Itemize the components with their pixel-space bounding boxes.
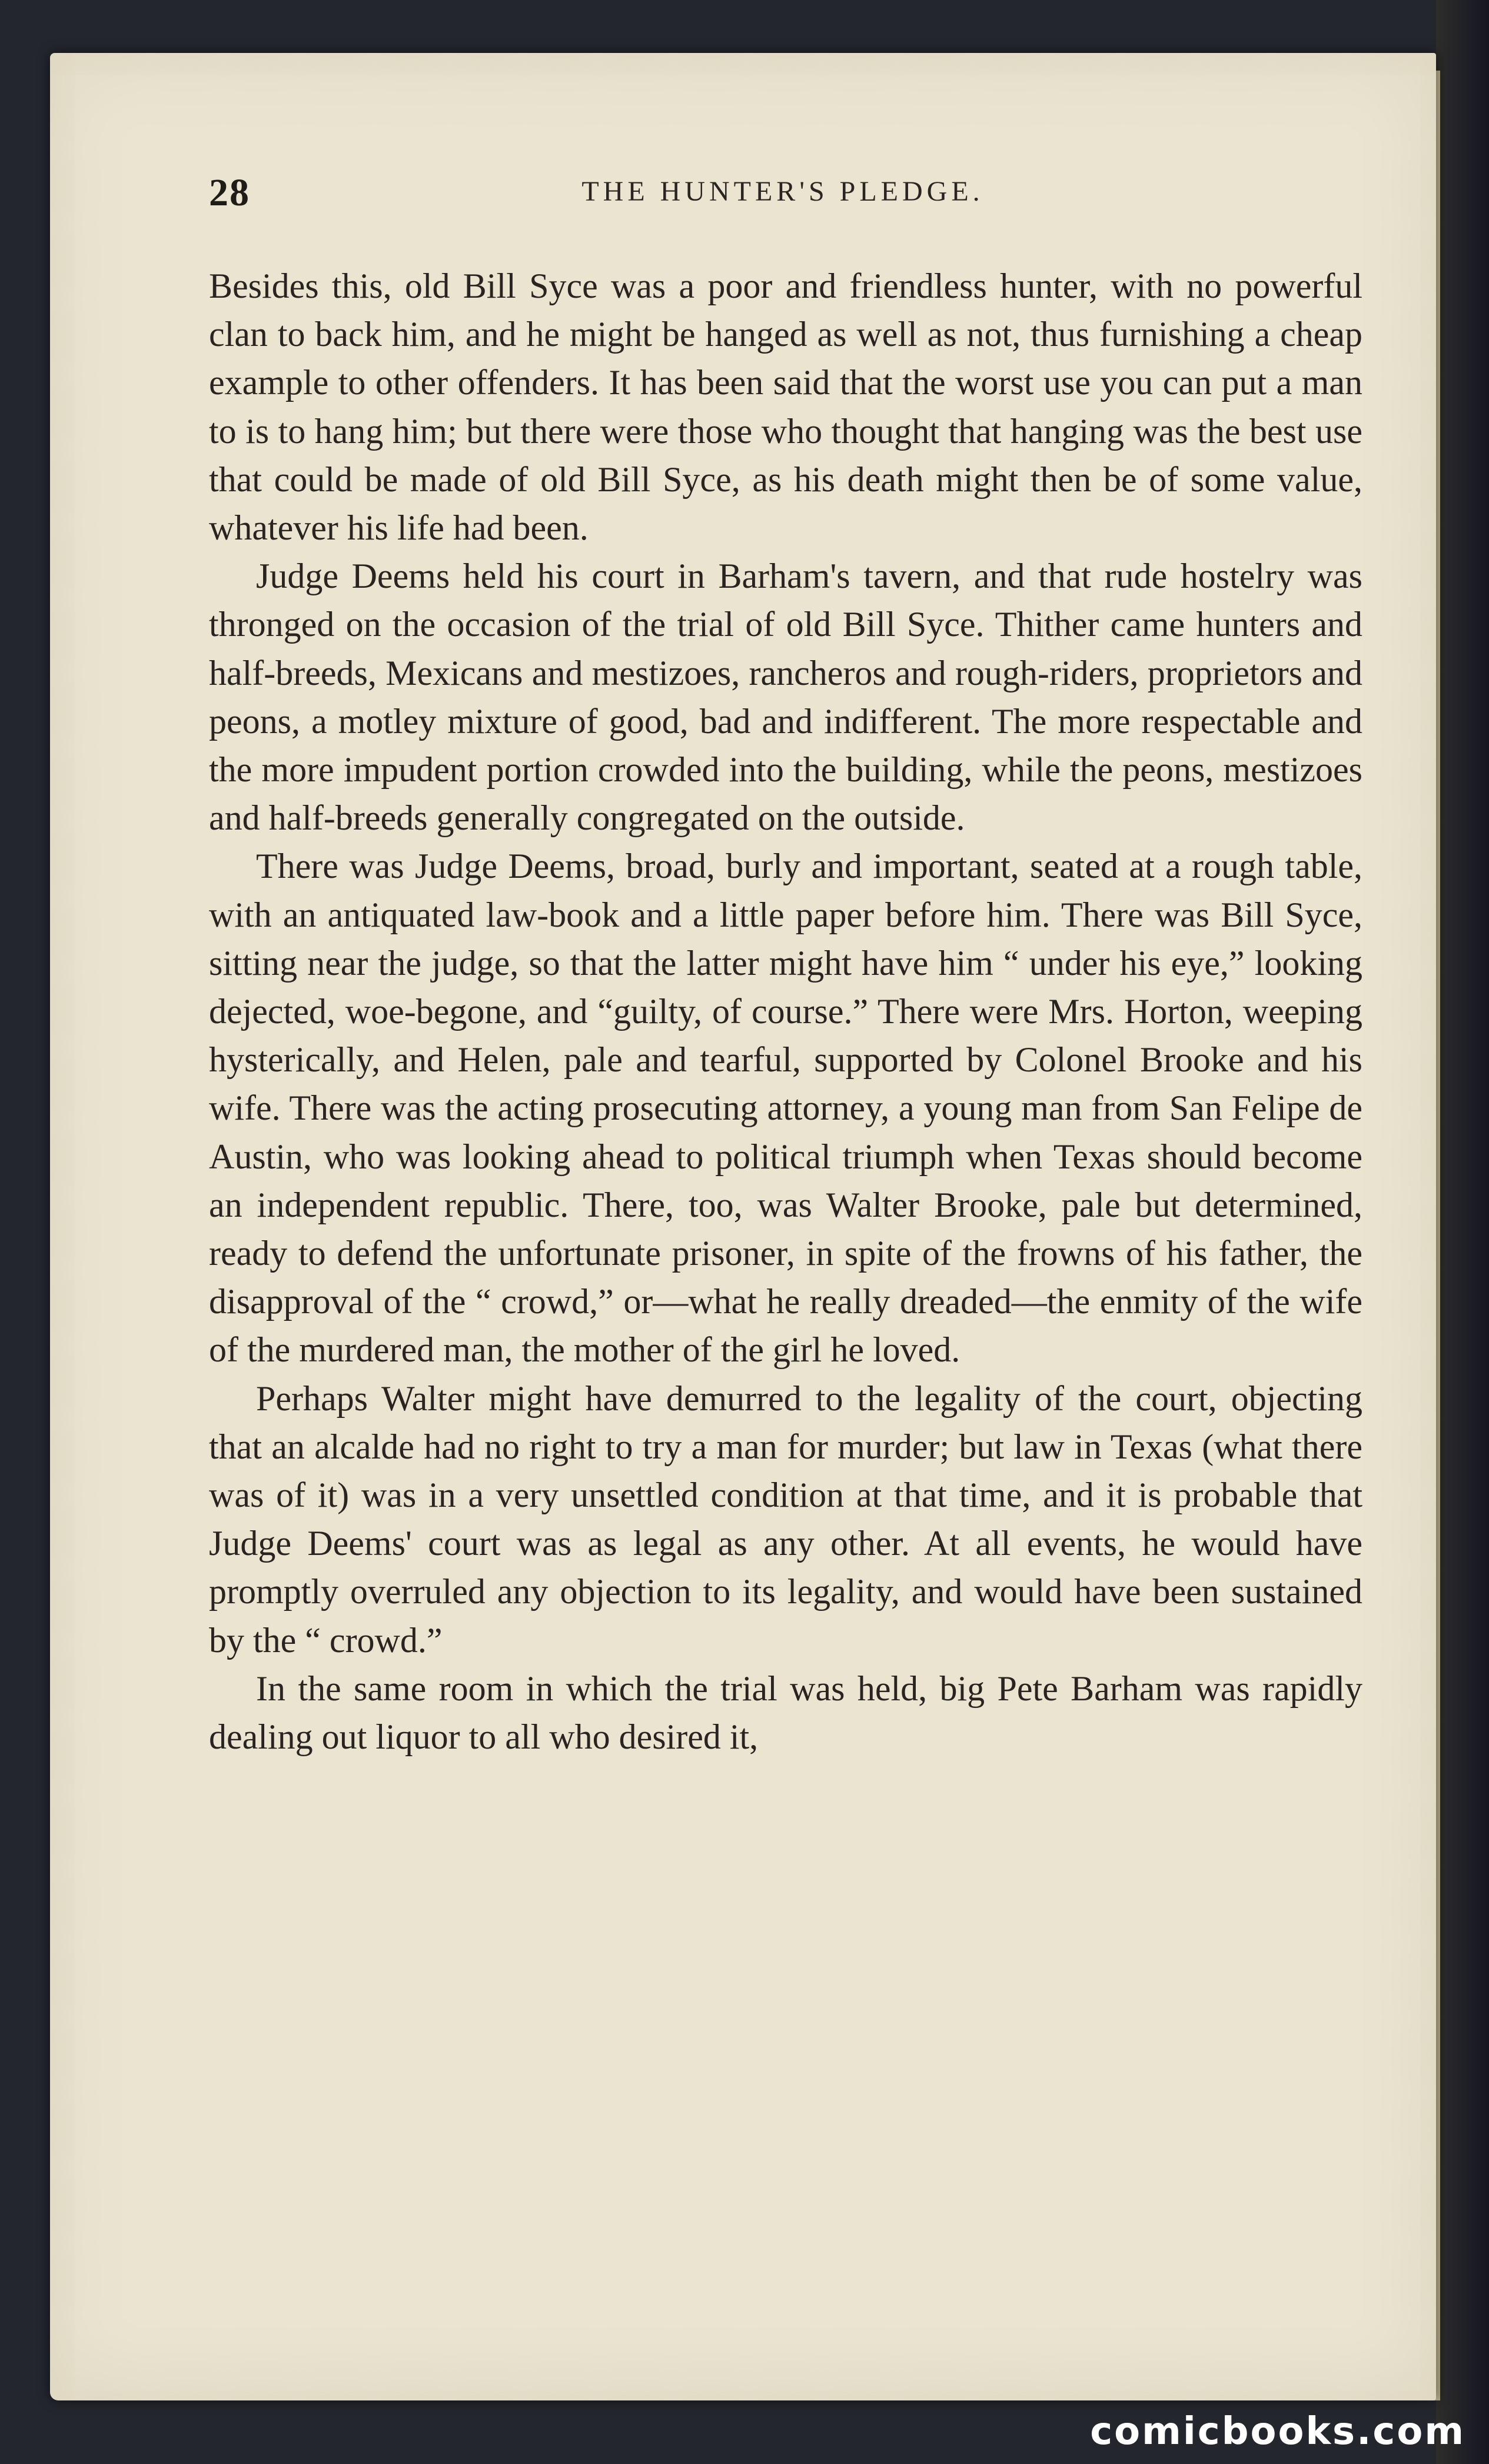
paragraph: Perhaps Walter might have demurred to the legality of the court, objecting that an alcalde had no right to try a man for murder; but law in Texas (what there was of it) was in a very unsettled condition at that time, and it is probable that Judge Deems' court was as legal as any other. At all events, he would have promptly overruled any objection to its legality, and would have been sustained by the “ crowd.” xyxy=(209,1378,1362,1660)
page-header xyxy=(209,171,1357,224)
paragraph: In the same room in which the trial was held, big Pete Barham was rapidly dealing out liquor to all who desired it, xyxy=(209,1669,1362,1757)
running-head: THE HUNTER'S PLEDGE. xyxy=(581,176,984,207)
paragraph: Besides this, old Bill Syce was a poor and friendless hunter, with no powerful clan to back him, and he might be hanged as well as not, thus furnishing a cheap example to other offenders. It has been said that the worst use you can put a man to is to hang him; but there were those who thought that hanging was the best use that could be made of old Bill Syce, as his death might then be of some value, whatever his life had been. xyxy=(209,267,1362,548)
paragraph: Judge Deems held his court in Barham's tavern, and that rude hostelry was thronged on the occasion of the trial of old Bill Syce. Thither came hunters and half-breeds, Mexicans and mestizoes, rancheros and rough-riders, proprietors and peons, a motley mixture of good, bad and indifferent. The more respectable and the more impudent portion crowded into the building, while the peons, mestizoes and half-breeds generally congregated on the outside. xyxy=(209,557,1362,838)
page-number: 28 xyxy=(209,171,250,214)
paragraph: There was Judge Deems, broad, burly and important, seated at a rough table, with an antiquated law-book and a little paper before him. There was Bill Syce, sitting near the judge, so that the latter might have him “ under his eye,” looking dejected, woe-begone, and “guilty, of course.” There were Mrs. Horton, weeping hysterically, and Helen, pale and tearful, supported by Colonel Brooke and his wife. There was the acting prosecuting attorney, a young man from San Felipe de Austin, who was looking ahead to political triumph when Texas should become an independent republic. There, too, was Walter Brooke, pale but determined, ready to defend the unfortunate prisoner, in spite of the frowns of his father, the disapproval of the “ crowd,” or—what he really dreaded—the enmity of the wife of the murdered man, the mother of the girl he loved. xyxy=(209,847,1362,1370)
book-spine xyxy=(1436,0,1489,2464)
body-text xyxy=(209,262,1362,1761)
watermark: comicbooks.com xyxy=(1090,2410,1465,2453)
